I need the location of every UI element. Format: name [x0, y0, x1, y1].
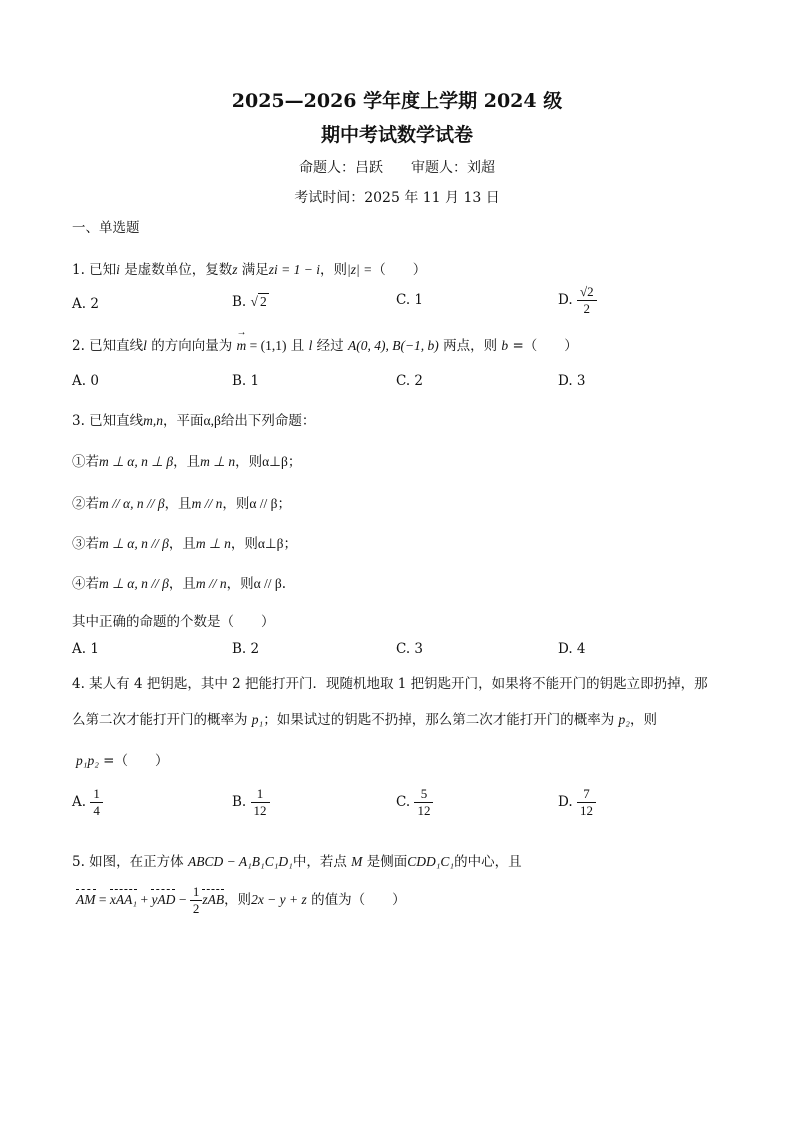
q3-part: ，且	[168, 576, 196, 592]
q3-part: ②若	[72, 496, 99, 512]
fraction-numerator: 1	[251, 786, 270, 803]
q3-proposition-1	[72, 450, 301, 470]
q1-part: （ ）	[372, 262, 427, 278]
q5-part: 中，若点	[292, 854, 347, 870]
q3-part: ，平面	[163, 413, 204, 429]
q3-math: m ⊥ α, n ⊥ β	[99, 454, 174, 469]
q4-part: ；如果试过的钥匙不扔掉，那么第二次才能打开门的概率为	[263, 712, 615, 728]
fraction-numerator: 1	[190, 884, 203, 901]
q2-part: 经过	[312, 338, 348, 354]
question-4-line1: 4. 某人有 4 把钥匙，其中 2 把能打开门．现随机地取 1 把钥匙开门，如果将不能开门的钥匙立即扔掉，那	[72, 676, 708, 692]
q3-math: m // n	[195, 576, 227, 591]
q5-m: M	[351, 854, 363, 869]
q5-minus: −	[175, 892, 190, 907]
q1-option-a: A. 2	[72, 296, 99, 312]
q3-part: ，则	[230, 536, 258, 552]
q4-option-b-fraction	[251, 786, 270, 819]
q2-l: l	[143, 338, 147, 353]
q3-part: ；	[287, 454, 302, 470]
fraction-numerator: 1	[90, 786, 103, 803]
q3-math: α⊥β	[257, 536, 284, 551]
q1-part: 满足	[237, 262, 269, 278]
q5-plus: +	[137, 892, 152, 907]
q2-part: 且	[286, 338, 309, 354]
fraction-numerator: √2	[577, 284, 597, 301]
q1-option-b-radicand: 2	[259, 294, 267, 309]
q3-math: α // β	[249, 496, 278, 511]
q2-part: 两点，则	[438, 338, 502, 354]
q4-option-a-fraction	[90, 786, 103, 819]
fraction-denominator: 12	[417, 803, 431, 818]
q4-part: =（ ）	[98, 753, 169, 769]
exam-title-line2: 期中考试数学试卷	[320, 124, 473, 146]
q3-part: ①若	[72, 454, 99, 470]
fraction-denominator: 12	[579, 803, 593, 818]
section-heading: 一、单选题	[72, 220, 140, 236]
q4-part: ，则	[630, 712, 657, 728]
q3-option-a: A. 1	[72, 641, 99, 657]
q1-option-d	[558, 284, 597, 317]
question-5-line1	[72, 850, 522, 870]
q3-proposition-4	[72, 572, 286, 592]
q3-part: ，且	[164, 496, 192, 512]
q2-vector-m: → m	[237, 338, 247, 354]
q3-part: ，则	[235, 454, 263, 470]
q4-option-b	[232, 786, 270, 819]
question-2-stem	[72, 334, 578, 354]
q3-part: ，则	[226, 576, 254, 592]
q1-option-b-label: B.	[232, 294, 247, 310]
q4-option-c-fraction	[414, 786, 433, 819]
q3-math: m ⊥ α, n // β	[99, 536, 169, 551]
q2-points: A(0, 4), B(−1, b)	[347, 338, 439, 353]
question-5-line2	[76, 884, 406, 917]
fraction-denominator: 2	[583, 301, 590, 316]
q5-vector-ad: yAD	[151, 892, 176, 907]
q1-option-c: C. 1	[396, 292, 424, 308]
q4-part: 么第二次才能打开门的概率为	[72, 712, 248, 728]
question-4-line2	[72, 708, 657, 728]
q1-z: z	[232, 262, 238, 277]
q1-part: 1. 已知	[72, 262, 117, 278]
q1-part: ，则	[320, 262, 348, 278]
q5-expression: 2x − y + z	[251, 892, 307, 907]
q3-question: 其中正确的命题的个数是（ ）	[72, 614, 275, 630]
q5-half-fraction	[190, 884, 203, 917]
q4-option-a-label: A.	[72, 794, 87, 810]
q3-option-c: C. 3	[396, 641, 424, 657]
q2-vector-value: = (1,1)	[246, 338, 287, 353]
q3-math: m ⊥ n	[200, 454, 236, 469]
q2-option-a: A. 0	[72, 373, 99, 389]
q5-vector-ab: zAB	[202, 892, 225, 907]
q5-cube: ABCD − A₁B₁C₁D₁	[187, 854, 293, 869]
q5-part: ，则	[224, 892, 252, 908]
fraction-denominator: 2	[192, 901, 200, 916]
exam-authors: 命题人：吕跃 审题人：刘超	[299, 160, 495, 176]
q4-option-c	[396, 786, 433, 819]
q3-math: m ⊥ n	[195, 536, 231, 551]
q1-i: i	[116, 262, 120, 277]
q2-part: 2. 已知直线	[72, 338, 144, 354]
question-1-stem	[72, 258, 426, 278]
q3-proposition-2	[72, 492, 291, 512]
q4-p1: p₁	[251, 712, 264, 727]
q1-modulus: |z| =	[347, 262, 373, 277]
q3-part: ；	[283, 536, 298, 552]
q4-option-b-label: B.	[232, 794, 247, 810]
q3-part: ，则	[222, 496, 250, 512]
q5-eq: =	[95, 892, 110, 907]
fraction-denominator: 12	[253, 803, 267, 818]
q5-part: 的值为（ ）	[306, 892, 406, 908]
q4-p2: p₂	[618, 712, 630, 727]
q3-lines: m,n	[143, 413, 164, 428]
q4-option-d-fraction	[577, 786, 596, 819]
q3-planes: α,β	[203, 413, 221, 428]
q5-vector-aa1: xAA₁	[109, 892, 138, 907]
q3-option-d: D. 4	[558, 641, 586, 657]
sqrt-symbol: √ 2	[250, 294, 267, 309]
fraction-denominator: 4	[93, 803, 100, 818]
q3-math: α⊥β	[262, 454, 288, 469]
question-4-line3	[76, 749, 169, 769]
q4-option-a	[72, 786, 103, 819]
q3-part: ③若	[72, 536, 99, 552]
q3-math: m // n	[191, 496, 223, 511]
q2-part: 的方向向量为	[146, 338, 233, 354]
q5-part: 是侧面	[366, 854, 408, 870]
q1-part: 是虚数单位，复数	[119, 262, 233, 278]
q1-option-b	[232, 294, 269, 310]
q3-math: m ⊥ α, n // β	[99, 576, 169, 591]
q3-part: ；	[277, 496, 292, 512]
q4-product: p₁p₂	[76, 753, 99, 768]
q2-b: b	[501, 338, 509, 353]
q2-part: =（ ）	[508, 338, 578, 354]
q3-part: ④若	[72, 576, 99, 592]
q3-part: ，且	[173, 454, 201, 470]
q3-part: 给出下列命题：	[220, 413, 316, 429]
q3-part: ，且	[168, 536, 196, 552]
q3-math: α // β	[253, 576, 282, 591]
q5-face: CDD₁C₁	[407, 854, 455, 869]
q2-l2: l	[308, 338, 313, 353]
exam-title-line1: 2025—2026 学年度上学期 2024 级	[231, 90, 563, 112]
question-3-stem	[72, 409, 315, 429]
q2-option-b: B. 1	[232, 373, 260, 389]
fraction-numerator: 5	[414, 786, 433, 803]
q3-option-b: B. 2	[232, 641, 260, 657]
q2-option-c: C. 2	[396, 373, 424, 389]
q5-part: 5. 如图，在正方体	[72, 854, 184, 870]
fraction-numerator: 7	[577, 786, 596, 803]
q1-option-d-label: D.	[558, 292, 573, 308]
q3-proposition-3	[72, 532, 297, 552]
q1-equation: zi = 1 − i	[268, 262, 321, 277]
q3-part: .	[281, 576, 287, 592]
q1-option-d-fraction	[577, 284, 597, 317]
q4-option-d	[558, 786, 596, 819]
q5-part: 的中心，且	[454, 854, 522, 870]
q2-option-d: D. 3	[558, 373, 586, 389]
exam-time: 考试时间：2025 年 11 月 13 日	[294, 190, 500, 206]
q4-option-d-label: D.	[558, 794, 573, 810]
q3-part: 3. 已知直线	[72, 413, 144, 429]
q5-vector-am: AM	[76, 892, 96, 907]
q4-option-c-label: C.	[396, 794, 411, 810]
q3-math: m // α, n // β	[99, 496, 165, 511]
